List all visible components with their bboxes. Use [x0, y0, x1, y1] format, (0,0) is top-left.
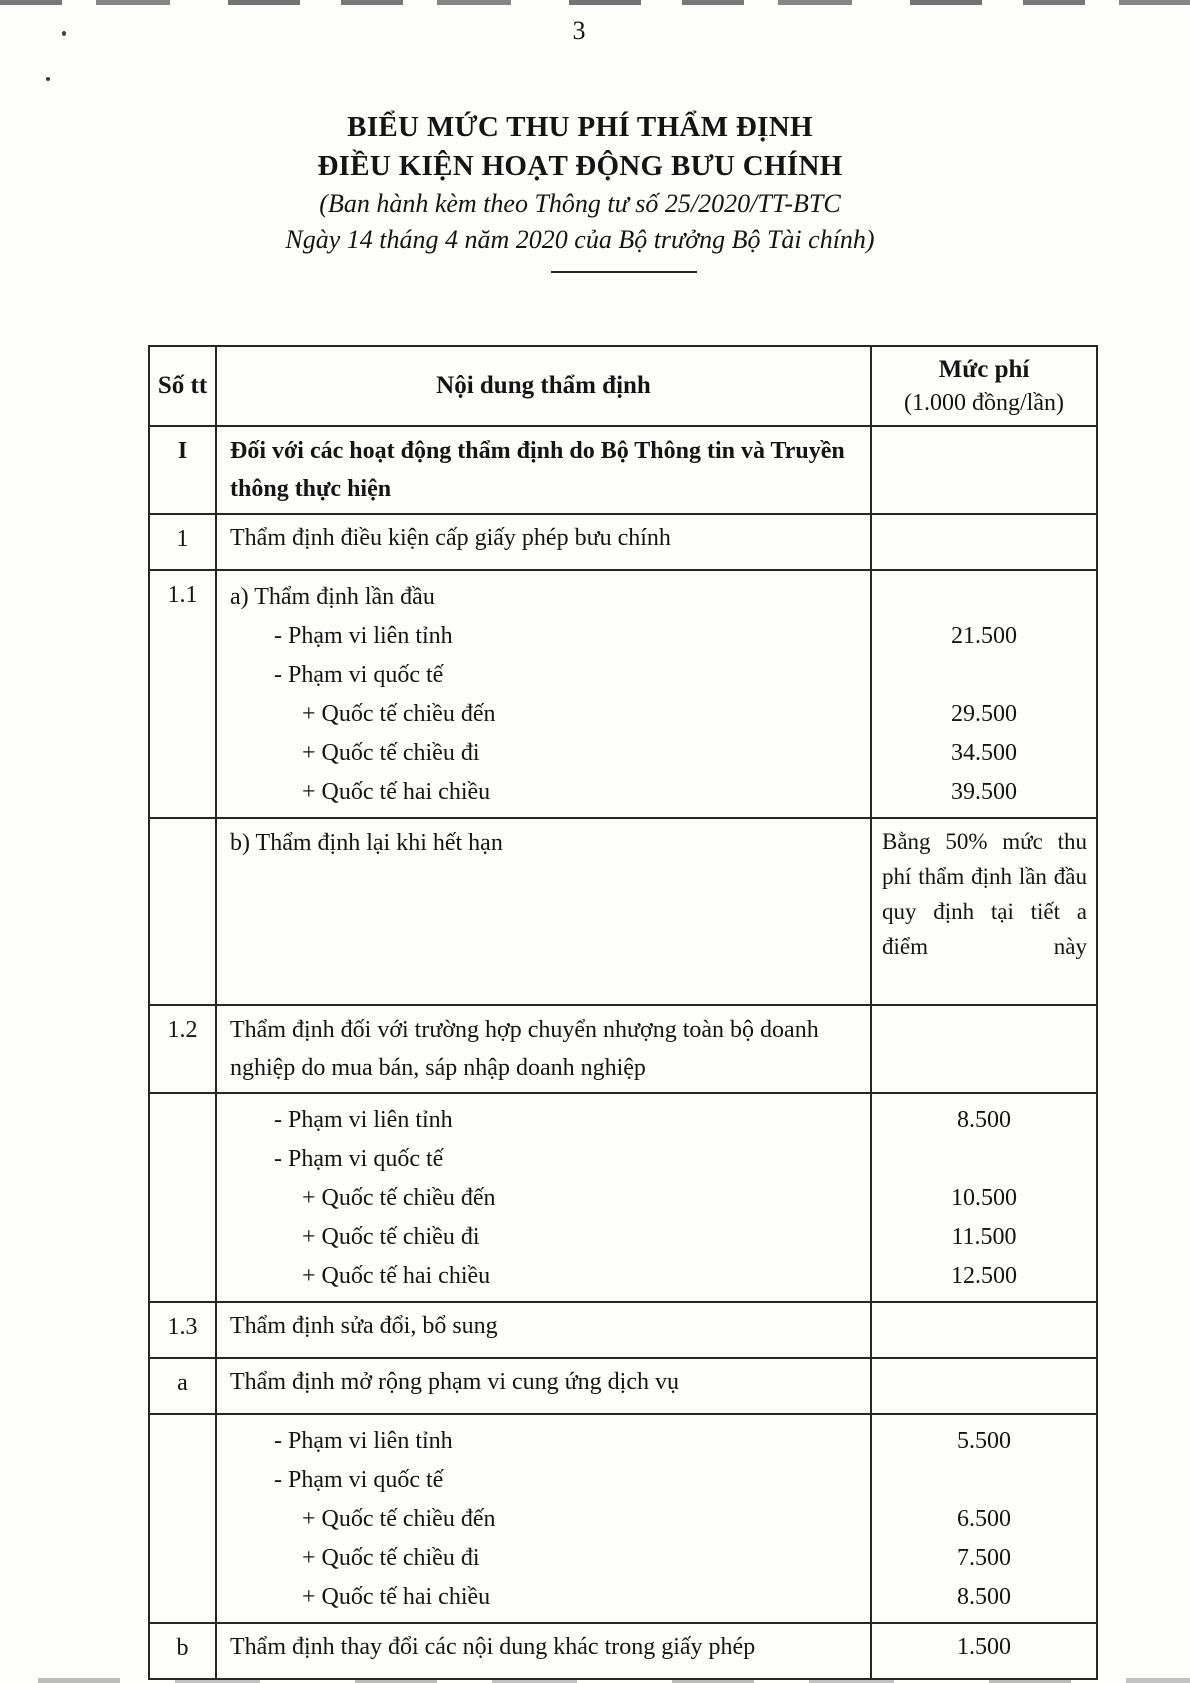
fee-header-line-2: (1.000 đồng/lần): [904, 390, 1064, 416]
row-number-cell: [149, 1414, 216, 1623]
row-fee-cell: Bằng 50% mức thu phí thẩm định lần đầu quy định tại tiết a điểm này: [871, 818, 1097, 1005]
fee-value: 7.500: [957, 1545, 1011, 1571]
page-number: 3: [572, 16, 586, 45]
row-content-cell: Thẩm định đối với trường hợp chuyển nhượng toàn bộ doanh nghiệp do mua bán, sáp nhập doanh nghiệp: [216, 1005, 871, 1093]
fee-header-line-1: Mức phí: [938, 356, 1030, 383]
fee-value: 8.500: [957, 1107, 1011, 1133]
fee-value: 11.500: [951, 1224, 1017, 1250]
document-header: [0, 108, 1160, 273]
table-row-I: [149, 426, 1097, 514]
content-line: + Quốc tế hai chiều: [302, 1263, 491, 1289]
content-line: a) Thẩm định lần đầu: [230, 584, 435, 610]
row-number-cell: a: [149, 1358, 216, 1414]
row-number-cell: 1.3: [149, 1302, 216, 1358]
col-header-noi-dung: Nội dung thẩm định: [216, 346, 871, 426]
table-row-1-2: [149, 1005, 1097, 1093]
table-header-row: [149, 346, 1097, 426]
row-number-cell: 1.2: [149, 1005, 216, 1093]
row-number-cell: b: [149, 1623, 216, 1679]
row-number-cell: 1: [149, 514, 216, 570]
content-line: + Quốc tế hai chiều: [302, 779, 491, 805]
row-fee-cell: [871, 1414, 1097, 1623]
row-number-cell: [149, 1093, 216, 1302]
table-row-1-2-scope: [149, 1093, 1097, 1302]
col-header-muc-phi: [871, 346, 1097, 426]
table-row-1-3: [149, 1302, 1097, 1358]
fee-value: 12.500: [951, 1263, 1017, 1289]
title-divider: [551, 271, 697, 273]
content-line: + Quốc tế hai chiều: [302, 1584, 491, 1610]
content-line: - Phạm vi quốc tế: [274, 662, 444, 688]
row-number-cell: I: [149, 426, 216, 514]
content-line: - Phạm vi quốc tế: [274, 1467, 444, 1493]
content-line: + Quốc tế chiều đến: [302, 1506, 496, 1532]
content-line: - Phạm vi quốc tế: [274, 1146, 444, 1172]
doc-subtitle-line-2: Ngày 14 tháng 4 năm 2020 của Bộ trưởng Bộ Tài chính): [285, 225, 875, 254]
table-row-1-1: [149, 570, 1097, 818]
content-line: + Quốc tế chiều đi: [302, 1224, 480, 1250]
fee-value: 5.500: [957, 1428, 1011, 1454]
row-fee-cell: 1.500: [871, 1623, 1097, 1679]
row-content-cell: [216, 570, 871, 818]
content-line: + Quốc tế chiều đi: [302, 740, 480, 766]
doc-title-line-1: BIỂU MỨC THU PHÍ THẨM ĐỊNH: [347, 111, 813, 143]
table-row-b: [149, 1623, 1097, 1679]
fee-value: [878, 578, 1090, 617]
table-row-a-scope: [149, 1414, 1097, 1623]
fee-value: [878, 1140, 1090, 1179]
content-line: - Phạm vi liên tỉnh: [274, 1107, 453, 1133]
table-row-a: [149, 1358, 1097, 1414]
fee-value: [878, 1461, 1090, 1500]
row-fee-cell: [871, 1302, 1097, 1358]
fee-value: 34.500: [951, 740, 1017, 766]
row-fee-cell: [871, 514, 1097, 570]
content-line: + Quốc tế chiều đến: [302, 701, 496, 727]
row-content-cell: [216, 1093, 871, 1302]
fee-value: 39.500: [951, 779, 1017, 805]
content-line: + Quốc tế chiều đến: [302, 1185, 496, 1211]
row-content-cell: Thẩm định sửa đổi, bổ sung: [216, 1302, 871, 1358]
row-fee-cell: [871, 570, 1097, 818]
row-content-cell: b) Thẩm định lại khi hết hạn: [216, 818, 871, 1005]
fee-value: 8.500: [957, 1584, 1011, 1610]
row-number-cell: [149, 818, 216, 1005]
col-header-so-tt: Số tt: [149, 346, 216, 426]
fee-value: 21.500: [951, 623, 1017, 649]
doc-title-line-2: ĐIỀU KIỆN HOẠT ĐỘNG BƯU CHÍNH: [317, 150, 843, 182]
row-fee-cell: [871, 1358, 1097, 1414]
row-content-cell: Thẩm định mở rộng phạm vi cung ứng dịch vụ: [216, 1358, 871, 1414]
row-fee-cell: [871, 1093, 1097, 1302]
fee-value: 10.500: [951, 1185, 1017, 1211]
scan-artifact-top: [0, 0, 1190, 5]
fee-table: [148, 345, 1098, 1680]
row-content-cell: [216, 1414, 871, 1623]
row-fee-cell: [871, 1005, 1097, 1093]
row-content-cell: Thẩm định thay đổi các nội dung khác trong giấy phép: [216, 1623, 871, 1679]
row-content-cell: Thẩm định điều kiện cấp giấy phép bưu chính: [216, 514, 871, 570]
table-row-1: [149, 514, 1097, 570]
content-line: - Phạm vi liên tỉnh: [274, 1428, 453, 1454]
fee-value: 29.500: [951, 701, 1017, 727]
doc-subtitle-line-1: (Ban hành kèm theo Thông tư số 25/2020/TT-BTC: [319, 189, 841, 218]
fee-value: [878, 656, 1090, 695]
row-fee-cell: [871, 426, 1097, 514]
row-number-cell: 1.1: [149, 570, 216, 818]
row-content-cell: Đối với các hoạt động thẩm định do Bộ Thông tin và Truyền thông thực hiện: [216, 426, 871, 514]
content-line: + Quốc tế chiều đi: [302, 1545, 480, 1571]
table-row-1-1b: [149, 818, 1097, 1005]
scan-speck: [46, 77, 50, 81]
fee-value: 6.500: [957, 1506, 1011, 1532]
content-line: - Phạm vi liên tỉnh: [274, 623, 453, 649]
